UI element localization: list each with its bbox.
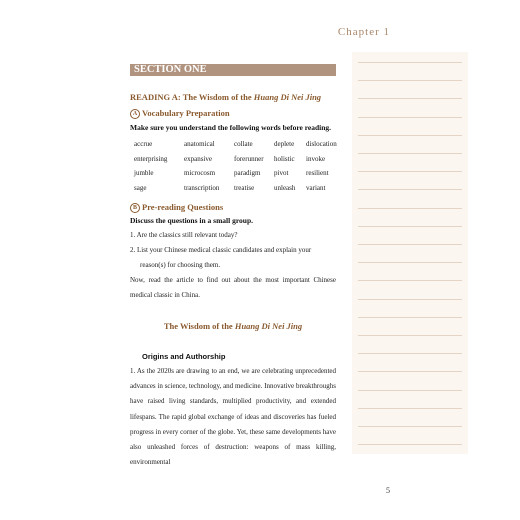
section-title: SECTION ONE xyxy=(130,64,336,76)
vocab-word: unleash xyxy=(274,183,296,192)
note-line xyxy=(358,262,462,263)
note-line xyxy=(358,335,462,336)
note-line xyxy=(358,244,462,245)
vocab-word: accrue xyxy=(134,140,153,148)
note-line xyxy=(358,426,462,427)
note-line xyxy=(358,135,462,136)
vocab-row xyxy=(134,155,346,170)
vocab-word: paradigm xyxy=(234,169,261,177)
note-line xyxy=(358,226,462,227)
note-line xyxy=(358,171,462,172)
vocab-word: transcription xyxy=(184,183,220,192)
prereading-heading: B Pre-reading Questions xyxy=(130,202,223,213)
note-line xyxy=(358,317,462,318)
question-1: 1. Are the classics still relevant today? xyxy=(130,231,238,239)
vocab-word: sage xyxy=(134,183,147,192)
vocab-row xyxy=(134,140,346,155)
vocab-word: invoke xyxy=(306,154,326,163)
question-2: 2. List your Chinese medical classic candidates and explain your xyxy=(130,246,312,254)
vocab-word: jumble xyxy=(134,169,154,177)
vocab-word: anatomical xyxy=(184,140,215,148)
vocab-word: pivot xyxy=(274,169,289,177)
vocab-word: resilient xyxy=(306,169,329,177)
article-paragraph: 1. As the 2020s are drawing to an end, we are celebrating unprecedented advances in science, technology, and medicine. Innovative breakthroughs have raised living standards, multiplied productivity, and extended lifespans. The rapid global exchange of ideas and discoveries has fueled progress in every corner of the globe. Yet, these same developments have also unleashed forces of destruction: weapons of mass killing, environmental xyxy=(130,367,336,467)
vocab-row xyxy=(134,169,346,184)
marker-a-icon: A xyxy=(130,109,140,119)
note-line xyxy=(358,189,462,190)
note-line xyxy=(358,299,462,300)
vocab-word: forerunner xyxy=(234,154,264,163)
vocab-word: dislocation xyxy=(306,140,337,148)
note-line xyxy=(358,390,462,391)
vocab-word: microcosm xyxy=(184,169,216,177)
note-line xyxy=(358,353,462,354)
vocab-word: deplete xyxy=(274,140,295,148)
prereading-instruction: Discuss the questions in a small group. xyxy=(130,216,254,225)
notes-panel xyxy=(352,52,468,454)
question-2-cont: reason(s) for choosing them. xyxy=(140,261,221,269)
reading-note: Now, read the article to find out about the most important Chinese medical classic in China. xyxy=(130,276,336,299)
note-line xyxy=(358,153,462,154)
note-line xyxy=(358,98,462,99)
vocab-heading: A Vocabulary Preparation xyxy=(130,108,230,119)
vocab-word: expansive xyxy=(184,154,212,163)
article-title: The Wisdom of the Huang Di Nei Jing xyxy=(163,321,303,331)
note-line xyxy=(358,408,462,409)
vocab-word: enterprising xyxy=(134,154,168,163)
vocab-row xyxy=(134,184,346,199)
marker-b-icon: B xyxy=(130,203,140,213)
vocab-word: holistic xyxy=(274,154,295,163)
chapter-label: Chapter 1 xyxy=(337,26,390,38)
note-line xyxy=(358,208,462,209)
vocab-word: treatise xyxy=(234,183,255,192)
note-line xyxy=(358,280,462,281)
page-number: 5 xyxy=(386,486,390,495)
note-line xyxy=(358,371,462,372)
origins-heading: Origins and Authorship xyxy=(142,352,226,361)
vocab-instruction: Make sure you understand the following words before reading. xyxy=(130,123,332,132)
vocab-word: collate xyxy=(234,140,253,148)
vocab-word: variant xyxy=(306,183,326,192)
note-line xyxy=(358,117,462,118)
vocab-table xyxy=(134,140,346,198)
reading-title: READING A: The Wisdom of the Huang Di Nei Jing xyxy=(130,92,322,102)
note-line xyxy=(358,444,462,445)
note-line xyxy=(358,62,462,63)
note-line xyxy=(358,80,462,81)
